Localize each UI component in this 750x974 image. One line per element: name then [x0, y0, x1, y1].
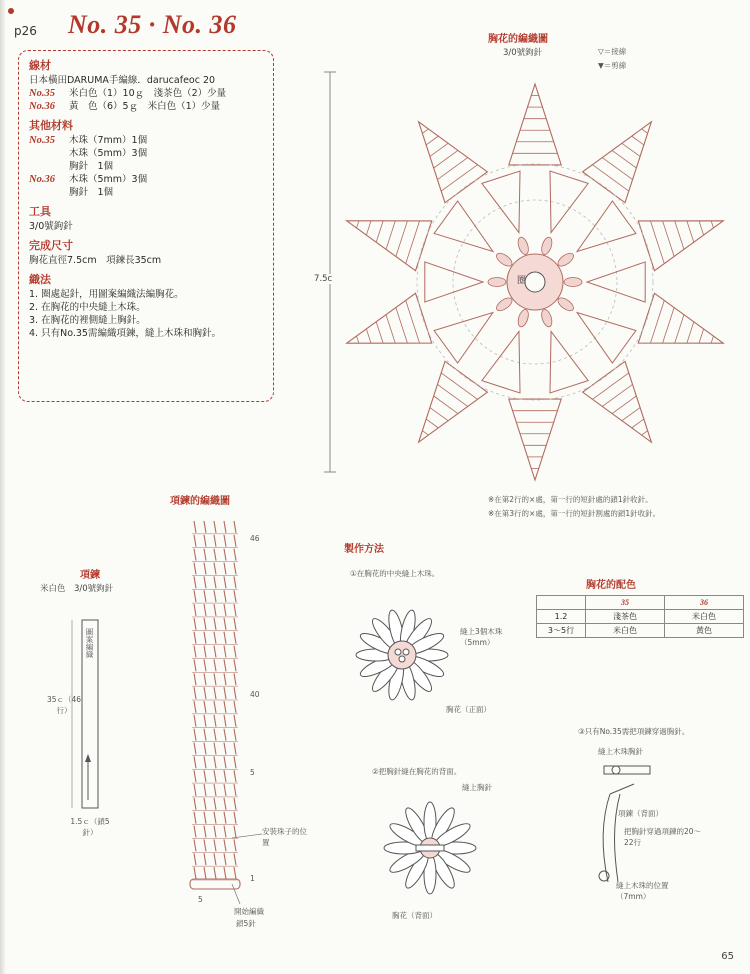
necklace-stitch	[224, 563, 226, 575]
center-petal	[556, 251, 576, 269]
necklace-stitch	[224, 701, 226, 713]
necklace-stitch	[234, 618, 236, 630]
necklace-stitch	[214, 839, 216, 851]
brooch-chart-title: 胸花的編織圖	[488, 34, 548, 45]
necklace-stitch	[194, 521, 196, 533]
row-label-5: 5	[250, 768, 255, 777]
outer-petal-stitch	[441, 165, 477, 191]
steps-section	[29, 273, 273, 340]
necklace-stitch	[204, 812, 206, 824]
outer-petal	[347, 293, 432, 343]
center-petal	[494, 251, 514, 269]
outer-petal-stitch	[357, 221, 359, 228]
necklace-stitch	[204, 867, 206, 879]
necklace-stitch	[234, 535, 236, 547]
necklace-stitch	[194, 839, 196, 851]
necklace-stitch	[194, 563, 196, 575]
bullet-dot	[8, 8, 14, 14]
outer-petal	[583, 361, 652, 442]
step1-bead-note: 縫上3個木珠（5mm）	[460, 627, 503, 647]
row-label-1: 1	[250, 874, 255, 883]
necklace-stitch	[214, 563, 216, 575]
necklace-stitch	[204, 798, 206, 810]
step1-flower-front	[342, 600, 462, 710]
outer-petal-stitch	[602, 158, 632, 180]
tools-heading: 工具	[29, 205, 51, 218]
necklace-stitch	[204, 604, 206, 616]
step2-back-label: 胸花（背面）	[392, 911, 437, 920]
table-cell: 米白色	[586, 624, 665, 638]
necklace-stitch	[214, 521, 216, 533]
outer-petal-stitch	[622, 408, 640, 421]
outer-petal-stitch	[675, 315, 684, 343]
outer-petal	[583, 122, 652, 203]
necklace-stitch	[224, 535, 226, 547]
necklace-stitch	[224, 798, 226, 810]
necklace-stitch	[204, 535, 206, 547]
step-item: 1. 圈處起針，用圖案編織法編胸花。	[29, 289, 184, 300]
table-cell: 3～5行	[537, 624, 586, 638]
outer-petal-stitch	[434, 396, 458, 414]
necklace-stitch	[224, 673, 226, 685]
other-row	[29, 134, 273, 147]
necklace-stitch	[234, 812, 236, 824]
col-label-5: 5	[198, 895, 203, 904]
table-cell: 黃色	[665, 624, 744, 638]
size-text: 胸花直徑7.5cm 項鍊長35cm	[29, 255, 162, 266]
outer-petal-stitch	[441, 373, 477, 399]
necklace-stitch	[204, 687, 206, 699]
outer-petal-stitch	[699, 221, 704, 235]
necklace-stitch	[214, 812, 216, 824]
outer-petal	[638, 221, 723, 271]
necklace-stitch	[194, 604, 196, 616]
outer-petal-stitch	[650, 300, 664, 343]
sketch-center	[388, 641, 416, 669]
necklace-stitch	[214, 535, 216, 547]
materials-box	[18, 50, 274, 402]
necklace-stitch	[214, 756, 216, 768]
outer-petal	[347, 221, 432, 271]
outer-petal-stitch	[663, 221, 675, 257]
color-table-title: 胸花的配色	[586, 580, 636, 591]
outer-petal-stitch	[612, 150, 636, 168]
necklace-stitch	[204, 784, 206, 796]
necklace-stitch	[234, 798, 236, 810]
necklace-stitch	[214, 590, 216, 602]
necklace-stitch	[214, 618, 216, 630]
necklace-stitch	[224, 715, 226, 727]
necklace-stitch	[224, 618, 226, 630]
necklace-stitch	[194, 729, 196, 741]
outer-petal-stitch	[426, 419, 438, 428]
necklace-stitch	[204, 715, 206, 727]
necklace-stitch	[234, 673, 236, 685]
necklace-stitch	[234, 715, 236, 727]
necklace-stitch	[214, 576, 216, 588]
outer-petal-stitch	[422, 129, 428, 133]
necklace-stitch	[234, 632, 236, 644]
step3-bead-pin: 縫上木珠胸針	[598, 747, 643, 756]
necklace-stitch	[194, 687, 196, 699]
outer-petal-stitch	[406, 300, 420, 343]
page-title: No. 35 · No. 36	[68, 10, 237, 39]
step2-flower-back	[372, 790, 488, 906]
necklace-stitch	[204, 549, 206, 561]
outer-petal-stitch	[632, 136, 644, 145]
necklace-stitch	[194, 784, 196, 796]
necklace-stitch	[214, 687, 216, 699]
necklace-stitch	[234, 687, 236, 699]
necklace-width: 1.5ｃ（鎖5針）	[70, 817, 110, 837]
step3-back-label: 項鍊（背面）	[618, 809, 663, 818]
necklace-stitch	[214, 659, 216, 671]
outer-petal-stitch	[675, 221, 684, 249]
step1-front-label: 胸花（正面）	[446, 705, 491, 714]
necklace-stitch	[194, 743, 196, 755]
center-petal	[556, 295, 576, 313]
table-row	[537, 610, 744, 624]
pattern-label: 圖案編織	[85, 628, 94, 658]
page-number: 65	[721, 951, 734, 962]
necklace-stitch	[204, 839, 206, 851]
necklace-stitch	[194, 756, 196, 768]
necklace-stitch	[234, 576, 236, 588]
necklace-stitch	[234, 701, 236, 713]
necklace-stitch	[204, 701, 206, 713]
outer-petal-stitch	[642, 431, 648, 435]
necklace-stitch	[224, 604, 226, 616]
table-cell: 淺茶色	[586, 610, 665, 624]
necklace-stitch	[194, 715, 196, 727]
necklace-stitch	[214, 743, 216, 755]
necklace-stitch	[224, 784, 226, 796]
steps-heading: 織法	[29, 273, 51, 286]
size-section	[29, 239, 273, 267]
necklace-stitch	[234, 743, 236, 755]
necklace-stitch	[204, 521, 206, 533]
necklace-stitch	[234, 604, 236, 616]
other-line: 胸針 1個	[69, 161, 114, 172]
other-row	[29, 173, 273, 186]
necklace-title: 項鍊	[80, 570, 100, 581]
outer-petal-stitch	[426, 136, 438, 145]
necklace-stitch	[224, 549, 226, 561]
outer-petal-stitch	[650, 221, 664, 264]
inner-petal	[482, 171, 520, 233]
necklace-stitch	[204, 853, 206, 865]
outer-petal-stitch	[366, 221, 371, 235]
necklace-stitch	[224, 826, 226, 838]
outer-petal-stitch	[376, 322, 383, 343]
necklace-stitch	[224, 729, 226, 741]
necklace-stitch	[224, 743, 226, 755]
necklace-chart-title: 項鍊的編織圖	[170, 496, 230, 507]
necklace-stitch	[214, 798, 216, 810]
center-petal	[494, 295, 514, 313]
header-cell	[537, 596, 586, 610]
inner-petal	[550, 331, 588, 393]
table-cell: 米白色	[665, 610, 744, 624]
necklace-stitch	[204, 770, 206, 782]
other-text: 木珠（5mm）3個	[69, 174, 148, 185]
step3-bead-position: 縫上木珠的位置（7mm）	[616, 881, 669, 901]
outer-petal-stitch	[642, 129, 648, 133]
sketch-bead	[403, 649, 409, 655]
necklace-stitch	[194, 549, 196, 561]
necklace-stitch	[234, 563, 236, 575]
outer-petal-stitch	[396, 221, 408, 257]
necklace-stitch	[194, 798, 196, 810]
color-table-header	[537, 596, 744, 610]
flower-geometry	[347, 84, 724, 480]
page-ref: p26	[14, 24, 37, 38]
necklace-stitch	[194, 659, 196, 671]
yarn-row	[29, 87, 273, 100]
necklace-stitch	[234, 784, 236, 796]
center-petal	[564, 278, 582, 287]
necklace-stitch	[214, 867, 216, 879]
necklace-stitch	[234, 770, 236, 782]
table-cell: 1.2	[537, 610, 586, 624]
necklace-stitch	[204, 618, 206, 630]
necklace-stitch	[214, 604, 216, 616]
other-line: 胸針 1個	[69, 187, 114, 198]
inner-petal	[434, 201, 493, 251]
necklace-stitch	[204, 673, 206, 685]
inner-petal	[482, 331, 520, 393]
outer-petal-stitch	[430, 408, 448, 421]
yarn-no: No.36	[29, 101, 55, 112]
outer-petal-stitch	[612, 396, 636, 414]
necklace-stitch	[224, 687, 226, 699]
necklace-stitch	[214, 632, 216, 644]
necklace-stitch	[194, 646, 196, 658]
necklace-stitch	[204, 576, 206, 588]
necklace-stitch	[214, 770, 216, 782]
size-heading: 完成尺寸	[29, 239, 73, 252]
necklace-stitch	[204, 729, 206, 741]
necklace-stitch	[194, 812, 196, 824]
necklace-stitch	[214, 646, 216, 658]
necklace-stitch	[234, 729, 236, 741]
outer-petal-stitch	[434, 150, 458, 168]
center-petal	[540, 308, 554, 328]
necklace-stitch	[194, 632, 196, 644]
inner-petal	[550, 171, 588, 233]
outer-petal-stitch	[663, 308, 675, 344]
necklace-stitch	[214, 549, 216, 561]
note-leader-lines	[228, 826, 264, 906]
color-table	[536, 595, 744, 638]
necklace-stitch	[224, 812, 226, 824]
outer-petal-stitch	[602, 384, 632, 406]
other-heading: 其他材料	[29, 119, 73, 132]
outer-petal-stitch	[366, 329, 371, 343]
necklace-stitch	[224, 632, 226, 644]
outer-petal	[509, 399, 561, 480]
necklace-stitch	[234, 756, 236, 768]
sketch-bead	[399, 656, 405, 662]
legend-join: ▽＝接線	[598, 47, 627, 56]
tools-section	[29, 205, 273, 233]
chart-note-2: ※在第3行的×處，第一行的短針割處的鎖1針收針。	[488, 509, 661, 518]
step-item: 2. 在胸花的中央縫上木珠。	[29, 302, 146, 313]
method-title: 製作方法	[344, 544, 384, 555]
sketch-pin	[416, 845, 444, 851]
outer-petal-stitch	[396, 308, 408, 344]
necklace-stitch	[224, 839, 226, 851]
necklace-stitch	[194, 701, 196, 713]
necklace-stitch	[224, 853, 226, 865]
outer-petal-stitch	[386, 221, 395, 249]
necklace-stitch	[224, 646, 226, 658]
other-no: No.35	[29, 135, 55, 146]
necklace-stitch	[194, 770, 196, 782]
step3-diagram	[590, 754, 670, 894]
necklace-stitch	[194, 853, 196, 865]
header-cell: 35	[586, 596, 665, 610]
other-no: No.36	[29, 174, 55, 185]
outer-petal-stitch	[687, 322, 694, 343]
bead-position-note: 安裝珠子的位置	[262, 827, 307, 847]
necklace-stitch	[194, 867, 196, 879]
necklace-stitch	[224, 659, 226, 671]
row-label-40: 40	[250, 690, 260, 699]
yarn-row	[29, 100, 273, 113]
necklace-stitch	[234, 659, 236, 671]
outer-petal-stitch	[699, 329, 704, 343]
necklace-stitch	[194, 618, 196, 630]
necklace-stitch	[204, 659, 206, 671]
necklace-stitch	[214, 826, 216, 838]
outer-petal-stitch	[711, 221, 713, 228]
necklace-stitch	[214, 673, 216, 685]
header-cell: 36	[665, 596, 744, 610]
step3-through-note: 把胸針穿過項鍊的20～22行	[624, 827, 702, 847]
diameter-label: 7.5c	[314, 274, 333, 284]
outer-petal-stitch	[437, 384, 467, 406]
yarn-section	[29, 59, 273, 113]
outer-petal-stitch	[592, 165, 628, 191]
brooch-flower-chart	[338, 64, 740, 484]
necklace-stitch	[224, 867, 226, 879]
yarn-heading: 線材	[29, 59, 51, 72]
method-step-3: ③只有No.35需把項鍊穿過胸針。	[578, 727, 690, 736]
outer-petal	[509, 84, 561, 165]
yarn-text: 黃 色（6）5ｇ 米白色（1）少量	[69, 101, 221, 112]
necklace-stitch	[204, 590, 206, 602]
necklace-stitch	[224, 770, 226, 782]
center-petal	[516, 308, 530, 328]
necklace-stitch	[234, 646, 236, 658]
brooch-chart-hook: 3/0號鉤針	[503, 48, 543, 58]
sketch-bead	[395, 649, 401, 655]
center-petal	[488, 278, 506, 287]
table-row	[537, 624, 744, 638]
other-section	[29, 119, 273, 199]
necklace-stitch	[204, 743, 206, 755]
outer-petal-stitch	[357, 336, 359, 343]
necklace-length: 35ｃ（46行）	[46, 695, 82, 715]
method-step-2: ②把胸針縫在胸花的背面。	[372, 767, 462, 776]
necklace-stitch	[214, 715, 216, 727]
row-label-46: 46	[250, 534, 260, 543]
page-spine	[0, 0, 6, 974]
other-text: 木珠（7mm）1個	[69, 135, 148, 146]
step-item: 4. 只有No.35需編織項鍊，縫上木珠和胸針。	[29, 328, 221, 339]
step2-pin-note: 縫上胸針	[462, 783, 492, 792]
necklace-stitch	[204, 756, 206, 768]
necklace-stitch	[204, 632, 206, 644]
outer-petal-stitch	[687, 221, 694, 242]
necklace-stitch	[204, 646, 206, 658]
necklace-stitch	[214, 853, 216, 865]
outer-petal	[638, 293, 723, 343]
outer-petal-stitch	[376, 221, 383, 242]
necklace-stitch	[194, 576, 196, 588]
necklace-stitch	[224, 521, 226, 533]
necklace-stitch	[194, 590, 196, 602]
inner-petal	[434, 313, 493, 363]
start-chain: 鎖5針	[236, 919, 256, 928]
outer-petal	[419, 122, 488, 203]
yarn-no: No.35	[29, 88, 55, 99]
center-petal	[516, 236, 530, 256]
method-step-1: ①在胸花的中央縫上木珠。	[350, 569, 440, 578]
outer-petal-stitch	[386, 315, 395, 343]
necklace-stitch	[214, 784, 216, 796]
outer-petal-stitch	[622, 143, 640, 156]
yarn-line: 日本橫田DARUMA手編線．darucafeoc 20	[29, 75, 216, 86]
outer-petal-stitch	[437, 158, 467, 180]
necklace-stitch	[234, 549, 236, 561]
necklace-stitch	[214, 729, 216, 741]
necklace-stitch	[214, 701, 216, 713]
outer-petal	[419, 361, 488, 442]
necklace-stitch	[194, 535, 196, 547]
outer-petal-stitch	[711, 336, 713, 343]
center-petal	[540, 236, 554, 256]
necklace-spec: 米白色 3/0號鉤針	[40, 584, 114, 594]
start-note: 開始編織	[234, 907, 264, 916]
outer-petal-stitch	[592, 373, 628, 399]
necklace-stitch	[224, 756, 226, 768]
outer-petal-stitch	[632, 419, 644, 428]
chart-note-1: ※在第2行的×處，第一行的短針處的鎖1針收針。	[488, 495, 653, 504]
step-item: 3. 在胸花的裡側縫上胸針。	[29, 315, 146, 326]
necklace-stitch	[204, 563, 206, 575]
necklace-stitch	[194, 673, 196, 685]
outer-petal-stitch	[406, 221, 420, 264]
other-line: 木珠（5mm）3個	[69, 148, 148, 159]
necklace-stitch	[234, 590, 236, 602]
outer-petal-stitch	[430, 143, 448, 156]
center-ring	[525, 272, 545, 292]
necklace-stitch	[224, 590, 226, 602]
necklace-stitch	[194, 826, 196, 838]
outer-petal-stitch	[422, 431, 428, 435]
tools-text: 3/0號鉤針	[29, 221, 73, 232]
necklace-stitch	[234, 521, 236, 533]
necklace-stitch	[224, 576, 226, 588]
necklace-stitch	[204, 826, 206, 838]
center-ring-label: 圈	[517, 276, 527, 286]
legend-cut: ▼＝剪線	[598, 61, 627, 70]
yarn-text: 米白色（1）10ｇ 淺茶色（2）少量	[69, 88, 227, 99]
